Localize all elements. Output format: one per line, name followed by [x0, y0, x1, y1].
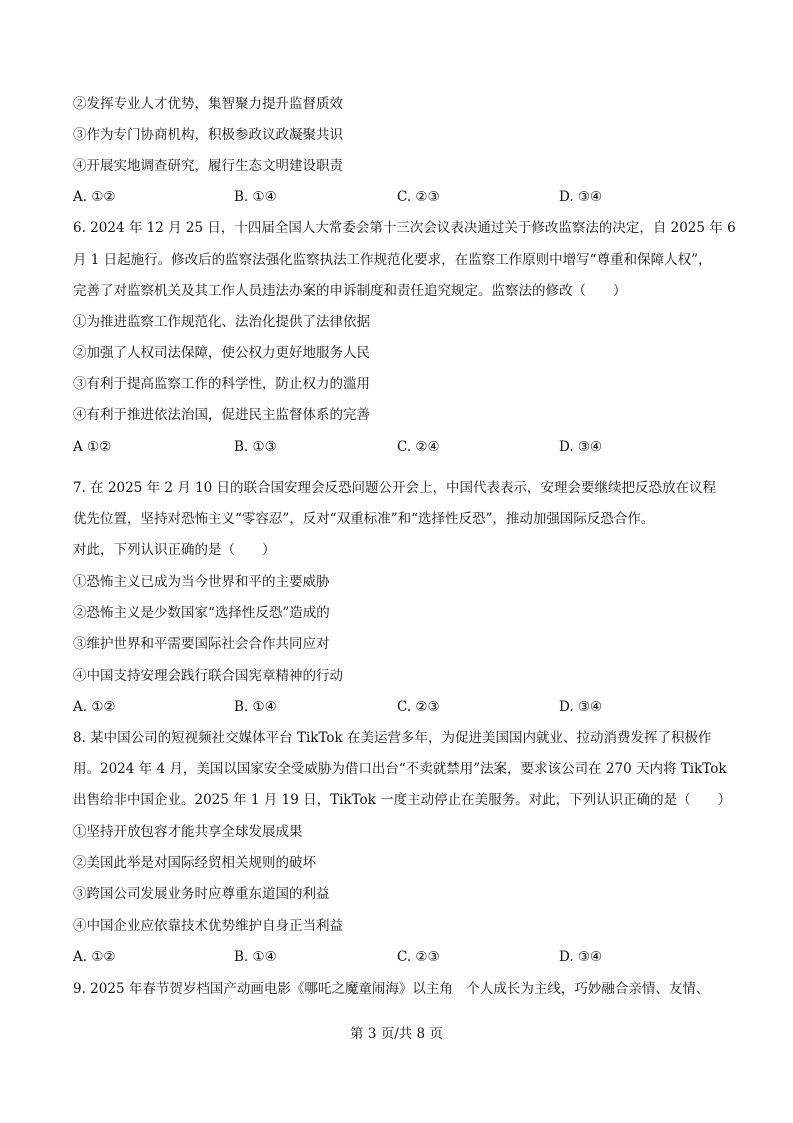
q5-item-3: ③作为专门协商机构，积极参政议政凝聚共识: [73, 127, 343, 143]
q8-option-d: D. ③④: [559, 949, 603, 965]
q6-option-c: C. ②④: [397, 439, 440, 455]
q6-item-1: ①为推进监察工作规范化、法治化提供了法律依据: [73, 314, 370, 330]
q8-item-4: ④中国企业应依靠技术优势维护自身正当利益: [73, 918, 343, 934]
q8-item-1: ①坚持开放包容才能共享全球发展成果: [73, 824, 303, 840]
q6-item-2: ②加强了人权司法保障，使公权力更好地服务人民: [73, 345, 370, 361]
q8-option-b: B. ①④: [234, 949, 277, 965]
q5-option-a: A. ①②: [73, 189, 116, 205]
q8-option-c: C. ②③: [397, 949, 440, 965]
q5-option-d: D. ③④: [559, 189, 603, 205]
q6-option-a: A ①②: [73, 439, 112, 455]
q7-item-3: ③维护世界和平需要国际社会合作共同应对: [73, 636, 330, 652]
q5-item-2: ②发挥专业人才优势，集智聚力提升监督质效: [73, 96, 343, 112]
q6-stem-line-1: 6. 2024 年 12 月 25 日，十四届全国人大常委会第十三次会议表决通过关于修改监察法的决定，自 2025 年 6: [73, 220, 736, 236]
q7-item-1: ①恐怖主义已成为当今世界和平的主要威胁: [73, 574, 330, 590]
q8-options: [73, 947, 733, 967]
q8-item-3: ③跨国公司发展业务时应尊重东道国的利益: [73, 886, 330, 902]
page-number-footer: 第 3 页/共 8 页: [350, 1026, 443, 1042]
q5-option-b: B. ①④: [234, 189, 277, 205]
q8-stem-line-2: 用。2024 年 4 月，美国以国家安全受威胁为借口出台“不卖就禁用”法案，要求该公司在 270 天内将 TikTok: [73, 761, 727, 777]
q8-item-2: ②美国此举是对国际经贸相关规则的破坏: [73, 855, 316, 871]
q6-option-d: D. ③④: [559, 439, 603, 455]
q7-option-b: B. ①④: [234, 699, 277, 715]
q6-item-4: ④有利于推进依法治国，促进民主监督体系的完善: [73, 407, 370, 423]
q8-option-a: A. ①②: [73, 949, 116, 965]
q7-option-d: D. ③④: [559, 699, 603, 715]
q5-item-4: ④开展实地调查研究，履行生态文明建设职责: [73, 158, 343, 174]
q7-option-c: C. ②③: [397, 699, 440, 715]
q7-option-a: A. ①②: [73, 699, 116, 715]
q6-stem-line-2: 月 1 日起施行。修改后的监察法强化监察执法工作规范化要求，在监察工作原则中增写“尊重和保障人权”，: [73, 252, 712, 268]
q7-options: [73, 697, 733, 717]
q9-stem-line-1: 9. 2025 年春节贺岁档国产动画电影《哪吒之魔童闹海》以主角 个人成长为主线，巧妙融合亲情、友情、: [73, 981, 710, 997]
q6-options: [73, 437, 733, 457]
q7-item-2: ②恐怖主义是少数国家“选择性反恐”造成的: [73, 605, 330, 621]
q8-stem-line-3: 出售给非中国企业。2025 年 1 月 19 日，TikTok 一度主动停止在美服务。对此，下列认识正确的是（ ）: [73, 792, 732, 808]
q5-options: [73, 187, 733, 207]
q7-stem-line-2: 优先位置，坚持对恐怖主义“零容忍”，反对“双重标准”和“选择性反恐”，推动加强国际反恐合作。: [73, 511, 655, 527]
q6-stem-line-3: 完善了对监察机关及其工作人员违法办案的申诉制度和责任追究规定。监察法的修改（ ）: [73, 283, 627, 299]
q7-stem-line-3: 对此，下列认识正确的是（ ）: [73, 542, 276, 558]
q6-option-b: B. ①③: [234, 439, 277, 455]
q5-option-c: C. ②③: [397, 189, 440, 205]
q6-item-3: ③有利于提高监察工作的科学性，防止权力的滥用: [73, 376, 370, 392]
q7-item-4: ④中国支持安理会践行联合国宪章精神的行动: [73, 668, 343, 684]
q8-stem-line-1: 8. 某中国公司的短视频社交媒体平台 TikTok 在美运营多年，为促进美国国内就业、拉动消费发挥了积极作: [73, 730, 712, 746]
q7-stem-line-1: 7. 在 2025 年 2 月 10 日的联合国安理会反恐问题公开会上，中国代表表示，安理会要继续把反恐放在议程: [73, 480, 717, 496]
